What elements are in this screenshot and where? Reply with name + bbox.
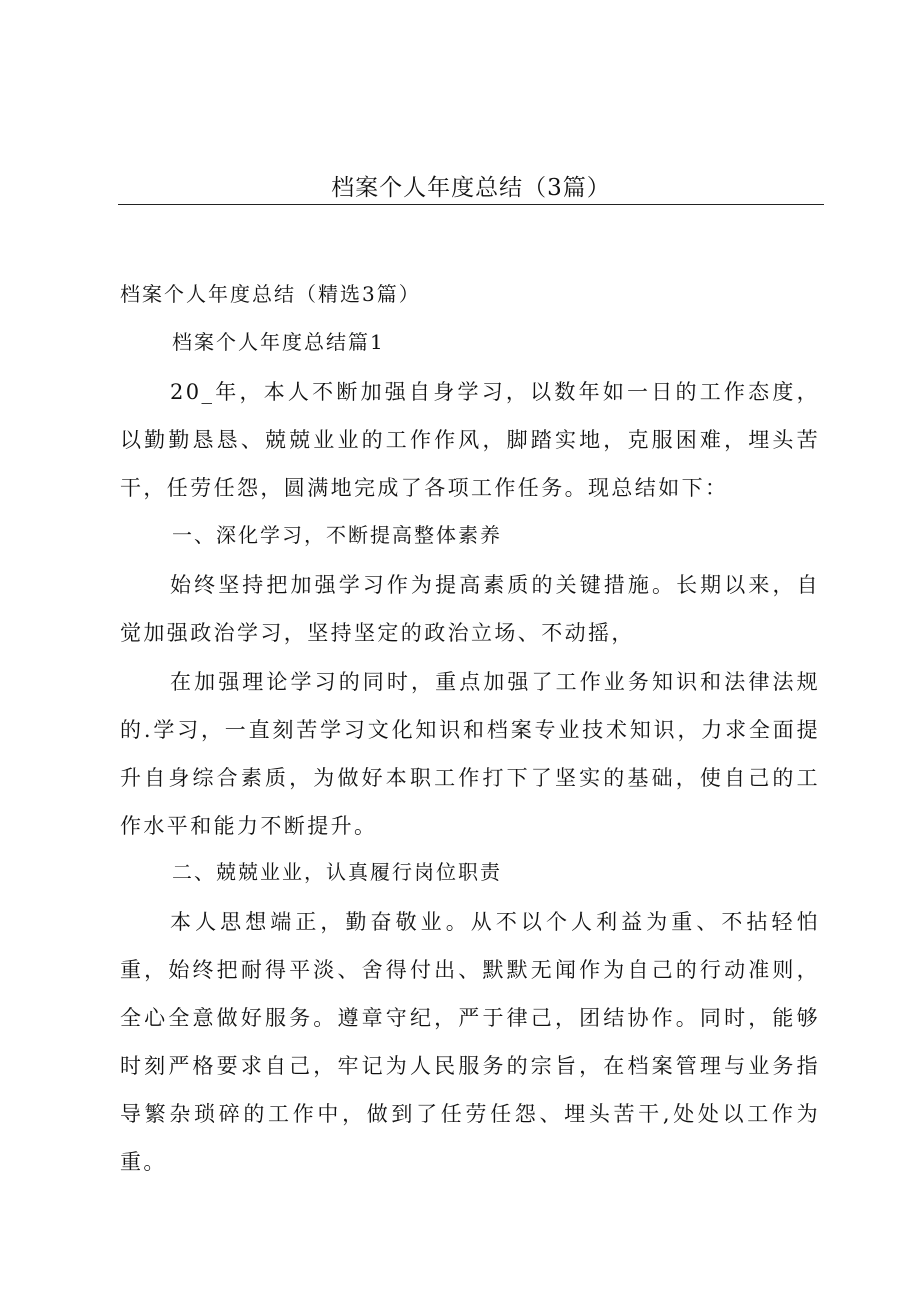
section-title: 档案个人年度总结篇1 bbox=[172, 330, 385, 354]
heading-duty: 二、兢兢业业，认真履行岗位职责 bbox=[172, 860, 502, 884]
document-title: 档案个人年度总结（3篇） bbox=[331, 175, 611, 201]
paragraph-study-2: 在加强理论学习的同时，重点加强了工作业务知识和法律法规的.学习，一直刻苦学习文化知识和档案专业技术知识，力求全面提升自身综合素质，为做好本职工作打下了坚实的基础，使自己的工作水平和能力不断提升。 bbox=[120, 670, 820, 838]
paragraph-duty: 本人思想端正，勤奋敬业。从不以个人利益为重、不拈轻怕重，始终把耐得平淡、舍得付出、默默无闻作为自己的行动准则，全心全意做好服务。遵章守纪，严于律己，团结协作。同时，能够时刻严格要求自己，牢记为人民服务的宗旨，在档案管理与业务指导繁杂琐碎的工作中，做到了任劳任怨、埋头苦干,处处以工作为重。 bbox=[120, 910, 820, 1174]
document-subtitle: 档案个人年度总结（精选3篇） bbox=[120, 282, 421, 306]
paragraph-study-1: 始终坚持把加强学习作为提高素质的关键措施。长期以来，自觉加强政治学习，坚持坚定的政治立场、不动摇， bbox=[120, 573, 820, 645]
heading-study: 一、深化学习，不断提高整体素养 bbox=[172, 523, 502, 547]
title-underline bbox=[118, 204, 824, 205]
paragraph-intro: 20_年，本人不断加强自身学习，以数年如一日的工作态度，以勤勤恳恳、兢兢业业的工作作风，脚踏实地，克服困难，埋头苦干，任劳任怨，圆满地完成了各项工作任务。现总结如下： bbox=[120, 380, 820, 500]
